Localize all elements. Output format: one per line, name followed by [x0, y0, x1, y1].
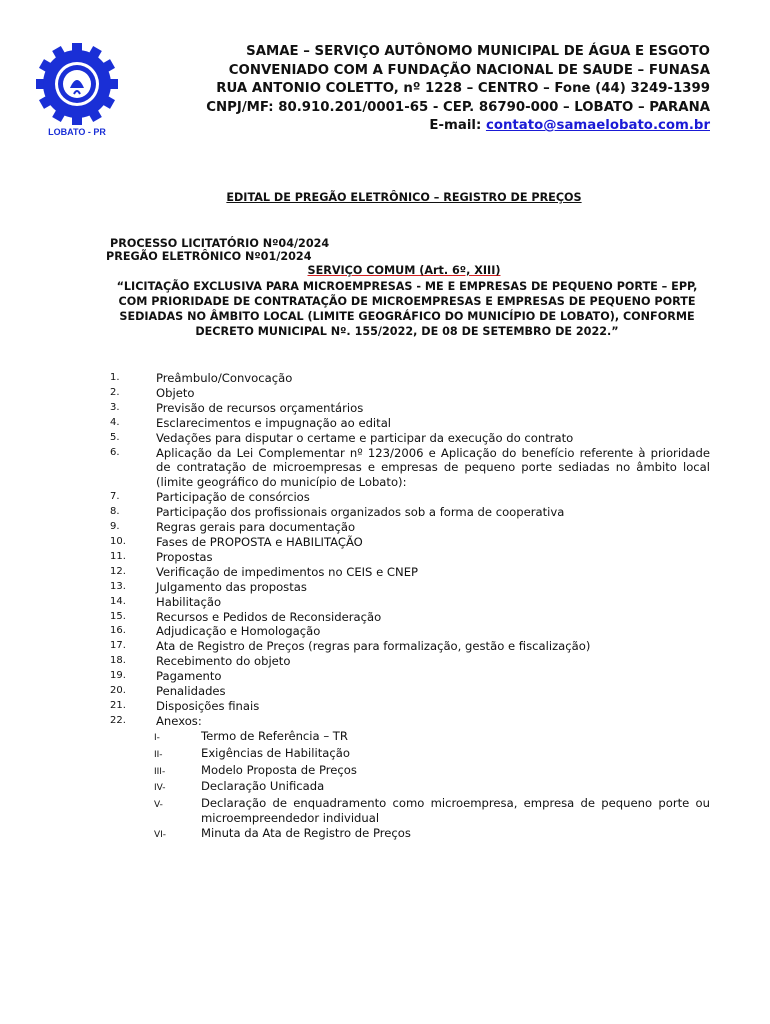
annex-item-text: Declaração Unificada — [201, 779, 325, 794]
toc-item — [110, 431, 710, 446]
header-line-1: SAMAE – SERVIÇO AUTÔNOMO MUNICIPAL DE ÁGUA E ESGOTO — [246, 44, 710, 59]
toc-item — [110, 535, 710, 550]
toc-item-text: Participação de consórcios — [156, 490, 310, 505]
toc-item — [110, 639, 710, 654]
annex-item — [154, 779, 710, 796]
header-line-3: RUA ANTONIO COLETTO, nº 1228 – CENTRO – Fone (44) 3249-1399 — [216, 81, 710, 96]
toc-item-text: Aplicação da Lei Complementar nº 123/2006 e Aplicação do benefício referente à prioridade de contratação de microempresas e empresas de pequeno porte sediadas no âmbito local (limite geográfico do município de Lobato): — [156, 445, 710, 490]
toc-item — [110, 714, 710, 729]
toc-item-number: 22. — [110, 714, 126, 726]
toc-item-text: Regras gerais para documentação — [156, 520, 356, 535]
toc-item-number: 3. — [110, 401, 120, 413]
toc-item-number: 9. — [110, 521, 120, 533]
toc-item-text: Ata de Registro de Preços (regras para formalização, gestão e fiscalização) — [156, 639, 591, 654]
annex-item — [154, 746, 710, 763]
toc-item-text: Recebimento do objeto — [156, 654, 291, 669]
toc-item — [110, 654, 710, 669]
toc-item-text: Habilitação — [156, 594, 222, 609]
toc-item-number: 6. — [110, 446, 120, 458]
toc-item — [110, 610, 710, 625]
annex-item — [154, 763, 710, 780]
toc-item-number: 20. — [110, 685, 126, 697]
toc-item-number: 5. — [110, 431, 120, 443]
toc-item-text: Participação dos profissionais organizados sob a forma de cooperativa — [156, 505, 565, 520]
toc-item-text: Vedações para disputar o certame e participar da execução do contrato — [156, 430, 574, 445]
toc-item-text: Julgamento das propostas — [156, 579, 307, 594]
toc-item — [110, 505, 710, 520]
pregao-number: PREGÃO ELETRÔNICO Nº01/2024 — [106, 250, 312, 263]
samae-logo — [34, 42, 120, 140]
header-email-line — [206, 117, 710, 136]
toc-item — [110, 446, 710, 491]
annex-item — [154, 729, 710, 746]
toc-item-text: Anexos: — [156, 713, 202, 728]
toc-item — [110, 401, 710, 416]
letterhead — [206, 43, 710, 136]
email-link[interactable]: contato@samaelobato.com.br — [485, 118, 710, 133]
toc-item-number: 10. — [110, 535, 126, 547]
toc-item-number: 21. — [110, 699, 126, 711]
toc-item-number: 18. — [110, 655, 126, 667]
toc-item-number: 15. — [110, 610, 126, 622]
document-title: EDITAL DE PREGÃO ELETRÔNICO – REGISTRO DE PREÇOS — [226, 191, 582, 204]
toc-item-text: Propostas — [156, 549, 213, 564]
toc-item-number: 19. — [110, 670, 126, 682]
service-type: SERVIÇO COMUM (Art. 6º, XIII) — [307, 264, 501, 277]
toc-item — [110, 580, 710, 595]
toc-item-number: 7. — [110, 491, 120, 503]
email-label: E-mail: — [429, 118, 482, 133]
annex-item-number: I- — [154, 732, 160, 743]
header-line-4: CNPJ/MF: 80.910.201/0001-65 - CEP. 86790-000 – LOBATO – PARANA — [206, 99, 710, 115]
toc-item-text: Recursos e Pedidos de Reconsideração — [156, 609, 382, 624]
toc-item-number: 14. — [110, 595, 126, 607]
toc-item — [110, 386, 710, 401]
toc-item — [110, 624, 710, 639]
toc-item — [110, 416, 710, 431]
toc-item — [110, 565, 710, 580]
toc-item-text: Adjudicação e Homologação — [156, 624, 321, 639]
exclusivity-statement: “LICITAÇÃO EXCLUSIVA PARA MICROEMPRESAS - ME E EMPRESAS DE PEQUENO PORTE – EPP, COM PRIORIDADE DE CONTRATAÇÃO DE MICROEMPRESAS E EMPRESAS DE PEQUENO PORTE SEDIADAS NO ÂMBITO LOCAL (LIMITE GEOGRÁFICO DO MUNICÍPIO DE LOBATO), CONFORME DECRETO MUNICIPAL Nº. 155/2022, DE 08 DE SETEMBRO DE 2022.” — [116, 280, 698, 338]
toc-item-number: 16. — [110, 625, 126, 637]
toc-item — [110, 371, 710, 386]
toc-item-number: 2. — [110, 386, 120, 398]
toc-item-number: 17. — [110, 640, 126, 652]
annex-item — [154, 796, 710, 826]
annex-item-text: Declaração de enquadramento como microempresa, empresa de pequeno porte ou microempreendedor individual — [201, 796, 710, 826]
annex-item-number: III- — [154, 766, 166, 777]
logo-caption: LOBATO - PR — [48, 127, 106, 137]
header-line-2: CONVENIADO COM A FUNDAÇÃO NACIONAL DE SAUDE – FUNASA — [228, 62, 710, 78]
toc-item-number: 4. — [110, 416, 120, 428]
toc-item-text: Preâmbulo/Convocação — [156, 371, 293, 385]
annex-item-number: V- — [154, 800, 163, 811]
toc-item-text: Objeto — [156, 385, 195, 400]
table-of-contents — [110, 371, 710, 843]
toc-item-text: Penalidades — [156, 684, 226, 699]
toc-item-text: Pagamento — [156, 669, 222, 684]
toc-item-number: 13. — [110, 580, 126, 592]
annex-item-text: Minuta da Ata de Registro de Preços — [201, 826, 411, 841]
toc-item — [110, 550, 710, 565]
annex-item-number: IV- — [154, 783, 166, 794]
annex-item-number: VI- — [154, 830, 167, 841]
toc-item-text: Verificação de impedimentos no CEIS e CNEP — [156, 564, 419, 579]
annex-item-text: Termo de Referência – TR — [201, 728, 348, 743]
toc-item — [110, 490, 710, 505]
toc-item — [110, 699, 710, 714]
toc-item-number: 11. — [110, 550, 126, 562]
toc-item-text: Esclarecimentos e impugnação ao edital — [156, 415, 392, 430]
toc-item-text: Previsão de recursos orçamentários — [156, 400, 364, 415]
annex-item-number: II- — [154, 749, 163, 760]
annex-item-text: Exigências de Habilitação — [201, 745, 350, 760]
toc-item — [110, 684, 710, 699]
toc-item-number: 1. — [110, 372, 120, 383]
annex-item-text: Modelo Proposta de Preços — [201, 762, 357, 777]
toc-item-number: 8. — [110, 506, 120, 518]
toc-item-number: 12. — [110, 565, 126, 577]
toc-item — [110, 595, 710, 610]
toc-item — [110, 520, 710, 535]
process-number: PROCESSO LICITATÓRIO Nº04/2024 — [110, 237, 330, 250]
toc-item — [110, 669, 710, 684]
annex-item — [154, 826, 710, 843]
toc-item-text: Disposições finais — [156, 698, 260, 713]
toc-item-text: Fases de PROPOSTA e HABILITAÇÃO — [156, 534, 363, 549]
